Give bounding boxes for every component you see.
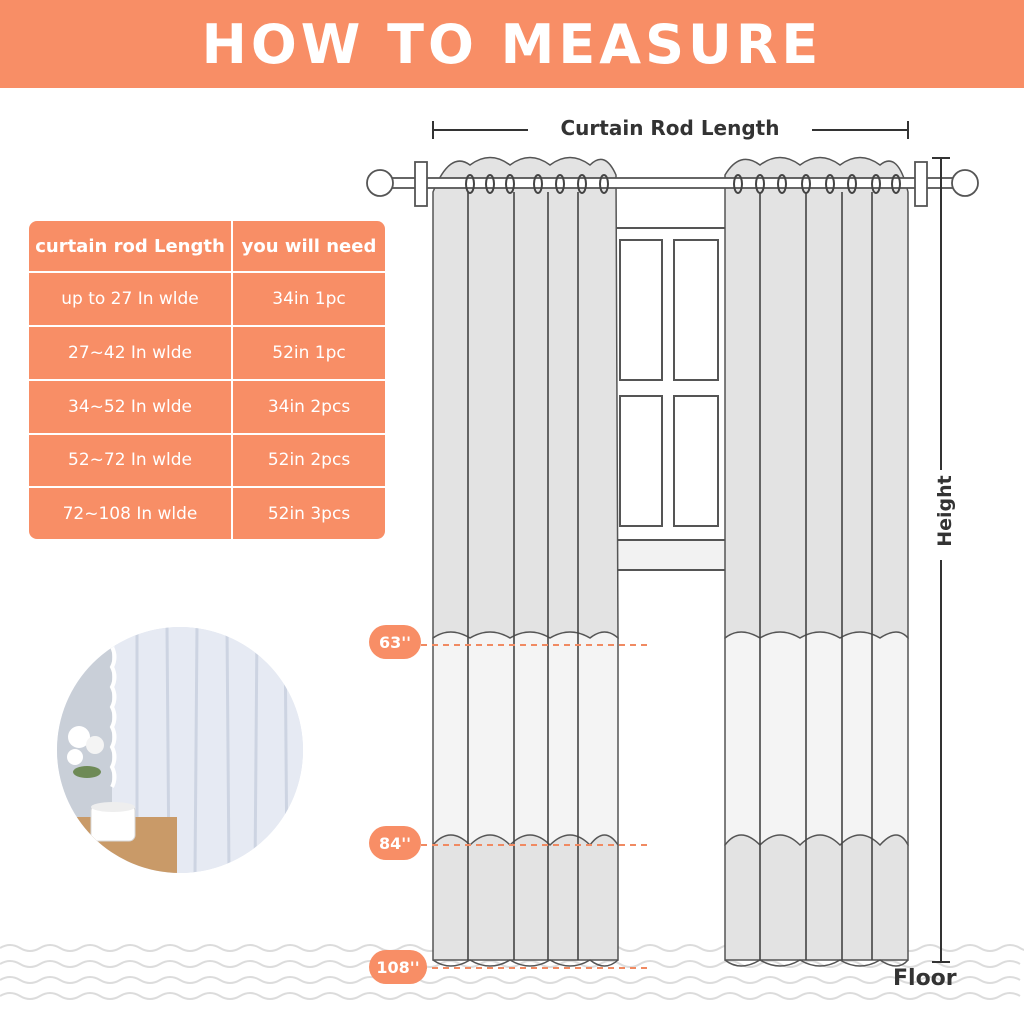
table-header: curtain rod Length [29, 221, 232, 272]
right-curtain [725, 158, 908, 967]
need-cell: 52in 3pcs [232, 487, 385, 539]
length-mark-108: 108'' [369, 950, 427, 984]
length-mark-63: 63'' [369, 625, 421, 659]
rod-length-cell: up to 27 In wlde [29, 272, 232, 326]
rod-length-cell: 72~108 In wlde [29, 487, 232, 539]
need-cell: 52in 1pc [232, 326, 385, 380]
height-label: Height [934, 475, 956, 547]
need-cell: 34in 2pcs [232, 380, 385, 434]
need-cell: 52in 2pcs [232, 434, 385, 488]
window [612, 228, 727, 570]
need-cell: 34in 1pc [232, 272, 385, 326]
height-dimension [932, 158, 950, 962]
floor-label: Floor [893, 966, 957, 991]
rod-length-cell: 34~52 In wlde [29, 380, 232, 434]
table-header: you will need [232, 221, 385, 272]
page-title: HOW TO MEASURE [201, 12, 823, 76]
rod-length-cell: 52~72 In wlde [29, 434, 232, 488]
rod-length-label: Curtain Rod Length [560, 116, 780, 140]
rod-length-cell: 27~42 In wlde [29, 326, 232, 380]
length-mark-84: 84'' [369, 826, 421, 860]
